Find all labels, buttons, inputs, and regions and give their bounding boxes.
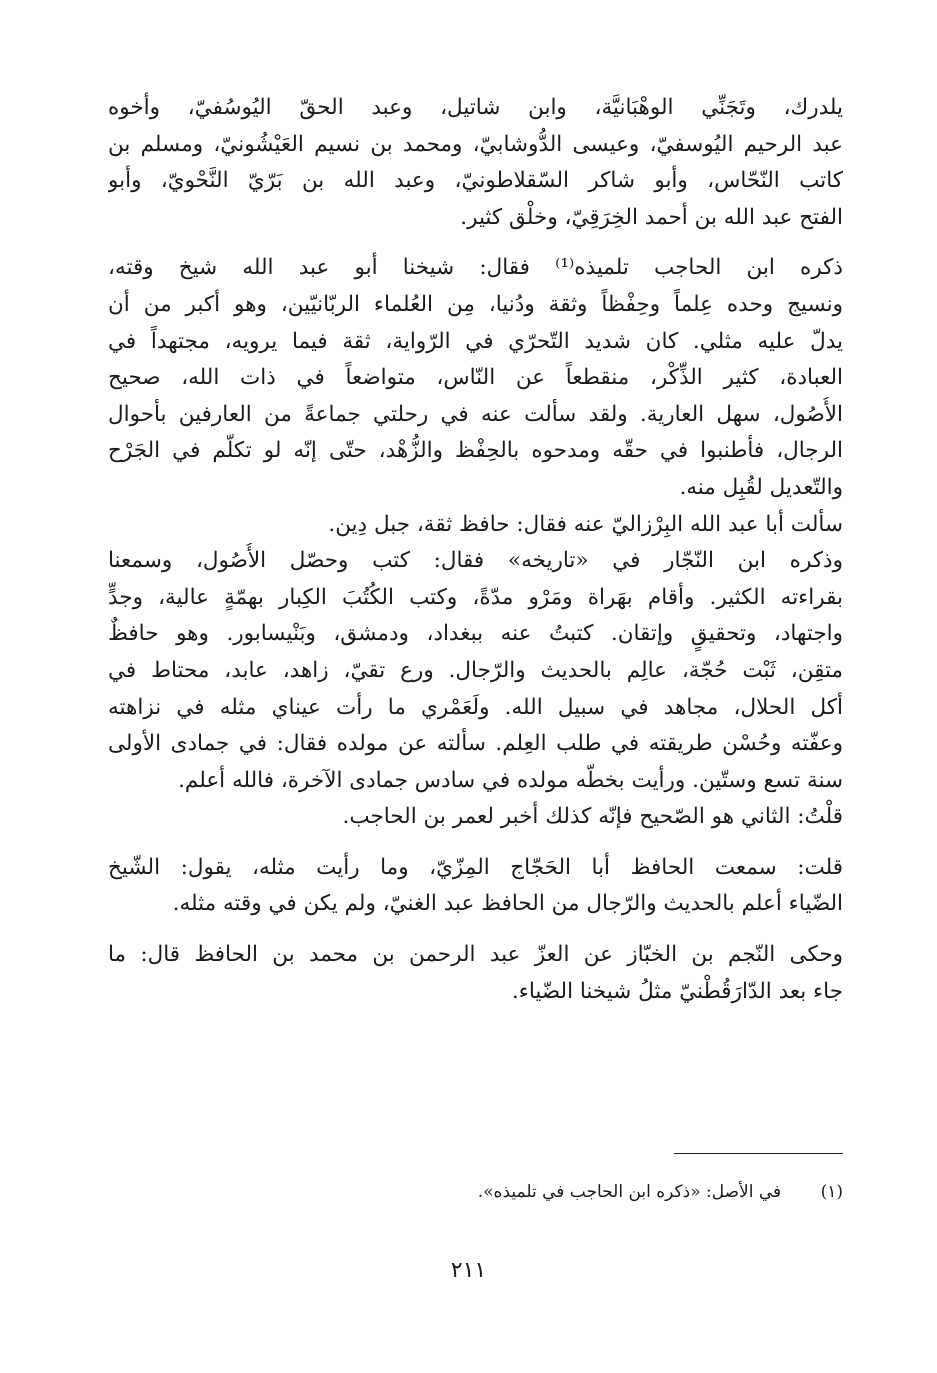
text-line: قلْتُ: الثاني هو الصّحيح فإنّه كذلك أخبر لعمر بن الحاجب. [342,804,843,830]
text-line: الفتح عبد الله بن أحمد الخِرَقِيّ، وخلْق كثير. [460,204,843,230]
text-line: يلدرك، وتَجَنِّي الوهْبَانيَّة، وابن شاتيل، وعبد الحقّ اليُوسُفيّ، وأخوه [108,95,843,120]
text-line: وذكره ابن النّجّار في «تاريخه» فقال: كتب وحصّل الأُصُول، وسمعنا [108,548,843,574]
text-line: قلت: سمعت الحافظ أبا الحَجّاج المِزّيّ، وما رأيت مثله، يقول: الشّيخ [108,854,843,880]
text-line: يدلّ عليه مثلي. كان شديد التّحرّي في الرّواية، ثقة فيما يرويه، مجتهداً في [108,328,843,354]
text-line: والتّعديل لقُبِل منه. [679,474,843,500]
text-line: جاء بعد الدّارَقُطْنيّ مثلُ شيخنا الضّياء. [511,978,843,1004]
text-line: الضّياء أعلم بالحديث والرّجال من الحافظ عبد الغنيّ، ولم يكن في وقته مثله. [172,891,843,917]
footnote [478,1178,843,1206]
footnote-number: (١) [820,1182,843,1202]
text-line: واجتهاد، وتحقيقٍ وإتقان. كتبتُ عنه ببغداد، ودمشق، وبَنْيسابور. وهو حافظٌ [108,621,843,647]
page-number: ٢١١ [450,1258,487,1283]
text-line: العبادة، كثير الذِّكْر، منقطعاً عن النّاس، متواضعاً في ذات الله، صحيح [108,365,843,391]
text-line: وحكى النّجم بن الخبّاز عن العزّ عبد الرحمن بن محمد بن الحافظ قال: ما [108,942,843,968]
paragraph-2 [108,250,843,506]
text-line: عبد الرحيم اليُوسفيّ، وعيسى الدُّوشابيّ، ومحمد بن نسيم العَيْشُونيّ، ومسلم بن [108,131,843,157]
text-line: الرجال، فأطنبوا في حقّه ومدحوه بالحِفْظ والزُّهْد، حتّى إنّه لو تكلّم في الجَرْح [108,438,843,464]
text-line: متقِن، ثَبْت حُجّة، عالِم بالحديث والرّجال. ورع تقيّ، زاهد، عابد، محتاط في [108,657,843,683]
paragraph-3 [108,507,843,544]
footnote-separator [674,1153,843,1154]
footnote-text: في الأصل: «ذكره ابن الحاجب في تلميذه». [477,1182,782,1202]
page-body [108,90,843,1010]
text-line: بقراءته الكثير. وأقام بهَراة ومَرْو مدّةً، وكتب الكُتُبَ الكِبار بهمّةٍ عالية، وجدٍّ [108,584,843,610]
text-line: الأُصُول، سهل العارية. ولقد سألت عنه في رحلتي جماعةً من العارفين بأحوال [108,401,843,427]
paragraph-5 [108,799,843,836]
paragraph-1 [108,90,843,236]
text-line: وعفّته وحُسْن طريقته في طلب العِلم. سألته عن مولده فقال: في جمادى الأولى [108,731,843,757]
paragraph-7 [108,937,843,1010]
text-line: سنة تسع وستّين. ورأيت بخطّه مولده في سادس جمادى الآخرة، فالله أعلم. [178,767,843,793]
text-line: ذكره ابن الحاجب تلميذه⁽¹⁾ فقال: شيخنا أبو عبد الله شيخ وقته، [108,255,843,281]
text-line: سألت أبا عبد الله البِرْزاليّ عنه فقال: حافظ ثقة، جبل دِين. [328,511,843,537]
text-line: كاتب النّحّاس، وأبو شاكر السّقلاطونيّ، وعبد الله بن بَرّيّ النَّحْويّ، وأبو [108,168,843,194]
text-line: أكل الحلال، مجاهد في سبيل الله. ولَعَمْري ما رأت عيناي مثله في نزاهته [108,694,843,720]
paragraph-6 [108,850,843,923]
text-line: ونسيج وحده عِلماً وحِفْظاً وثقة ودُنيا، مِن العُلماء الربّانيّين، وهو أكبر من أن [108,291,843,317]
paragraph-4 [108,543,843,799]
